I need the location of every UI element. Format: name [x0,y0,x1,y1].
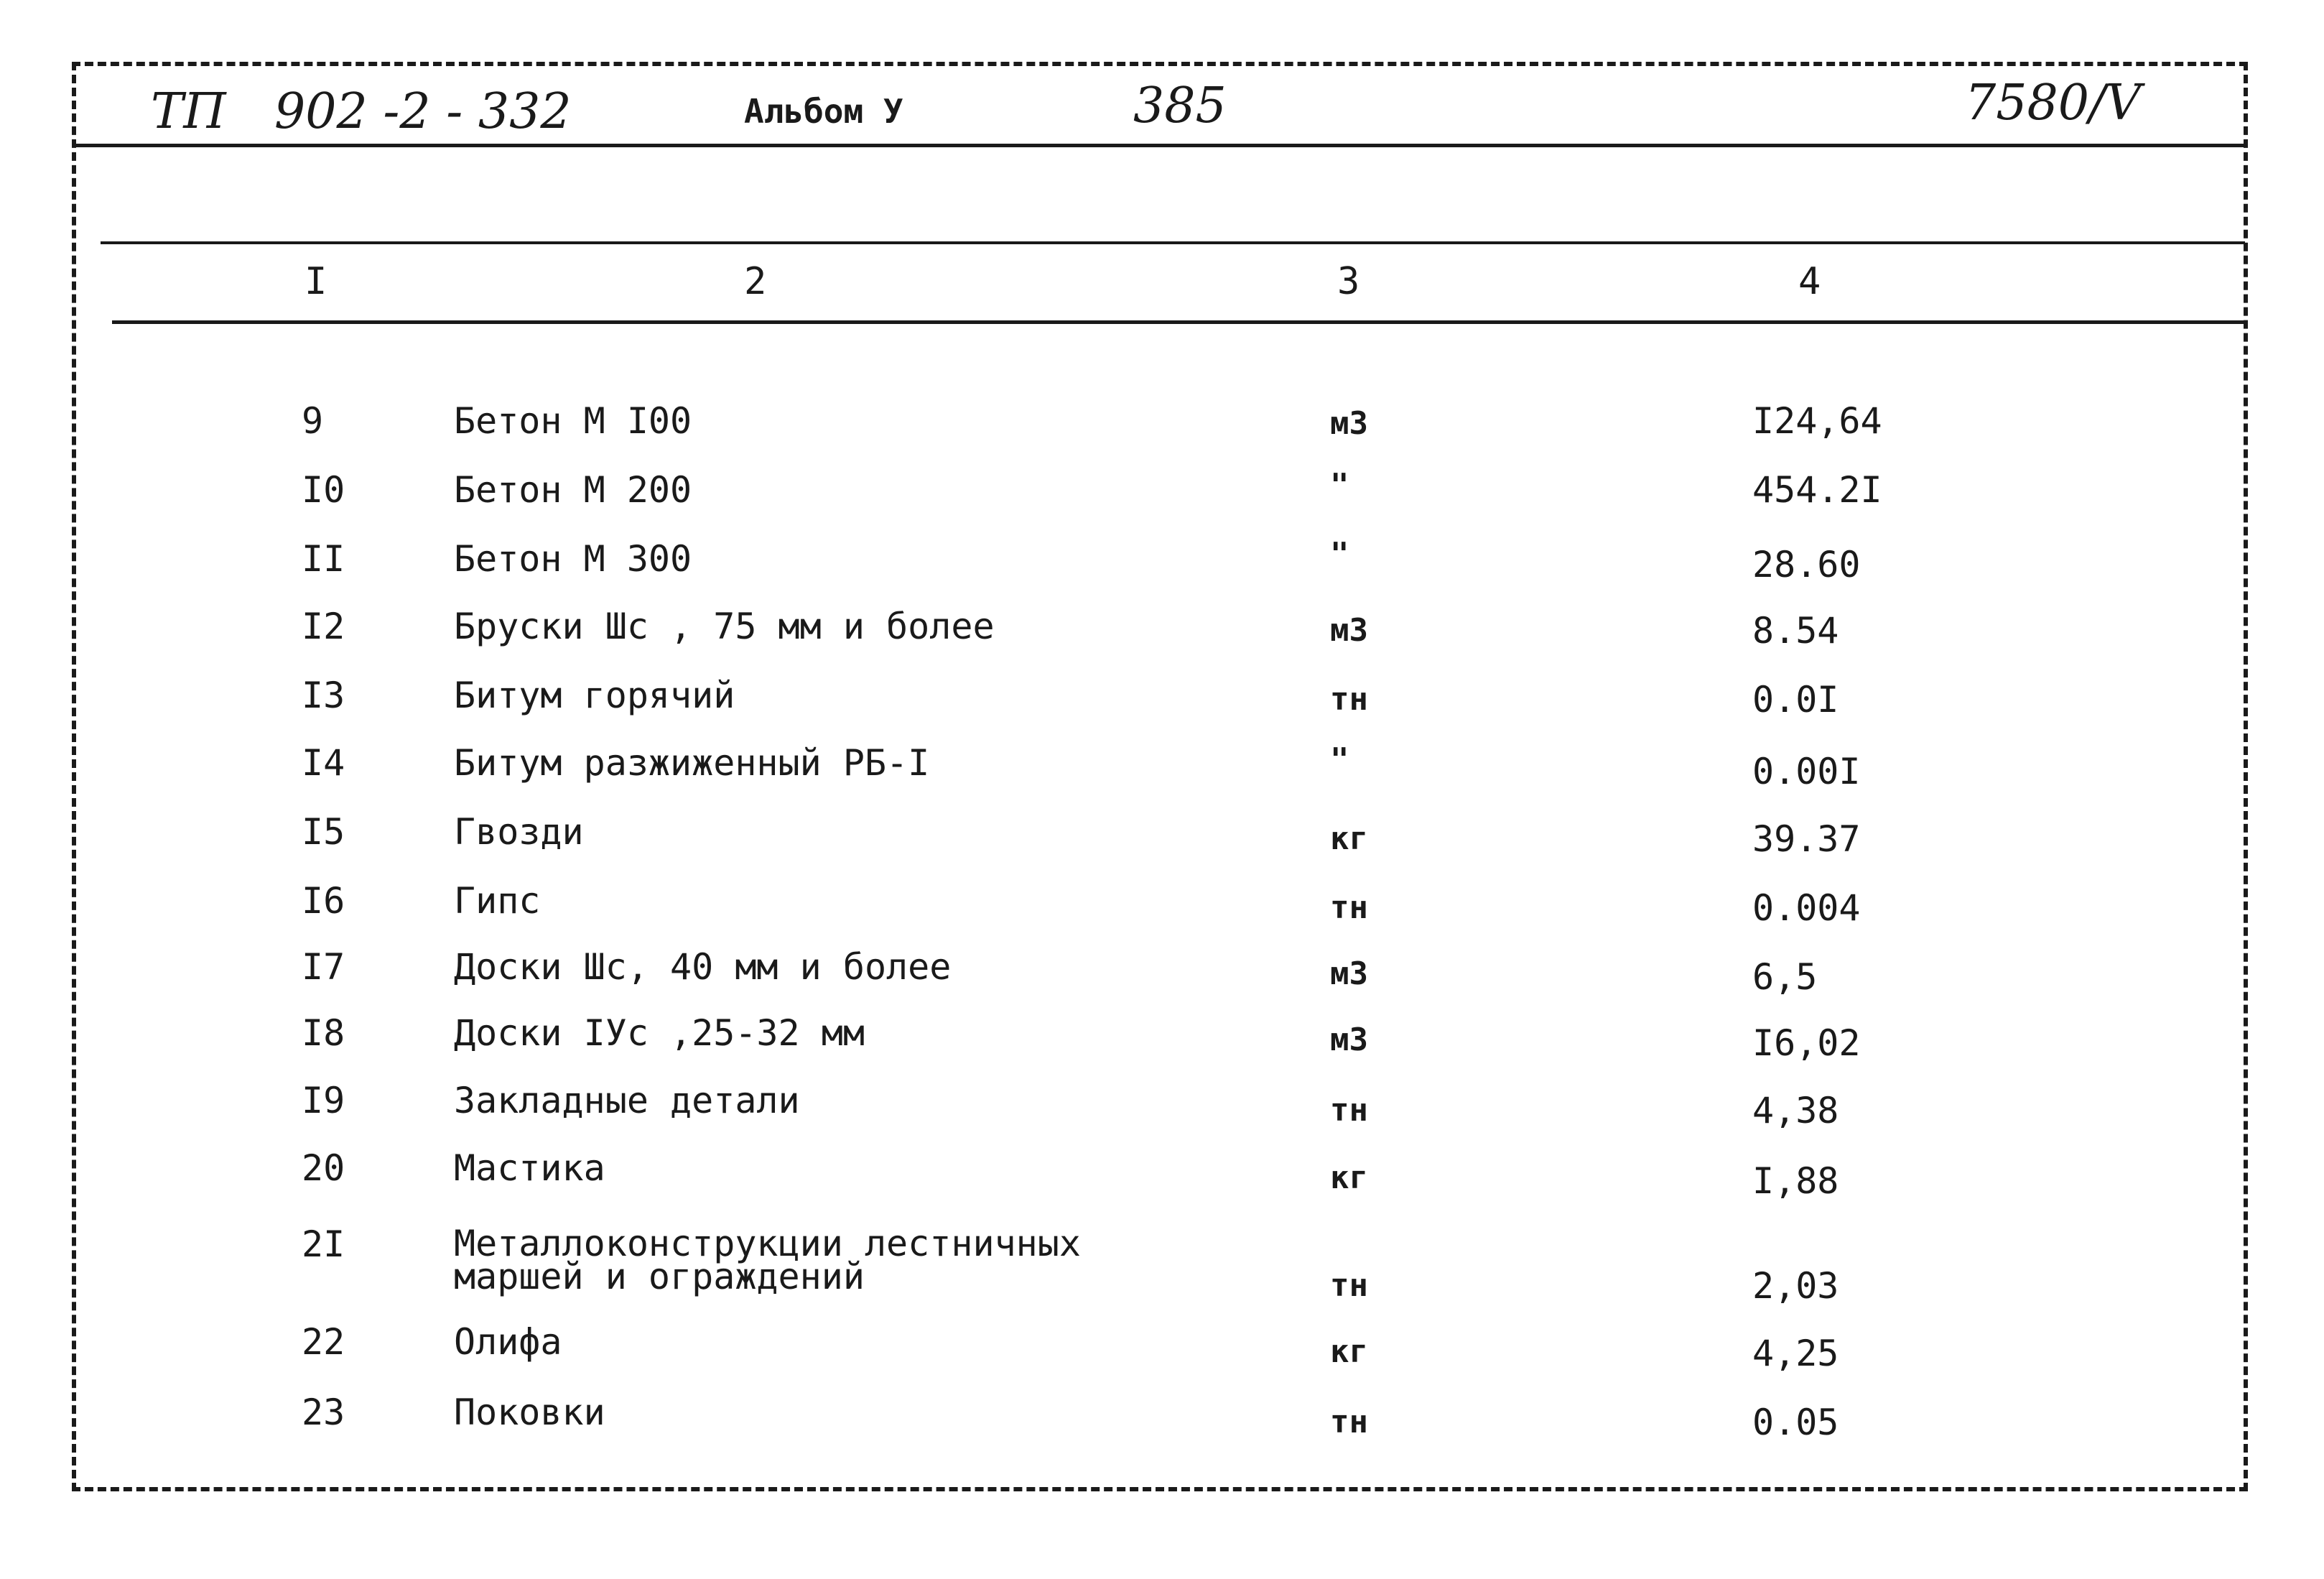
quantity: 0.0I [1752,679,1839,721]
quantity: 0.004 [1752,887,1861,929]
unit: кг [1330,820,1368,857]
unit: м3 [1330,405,1368,442]
row-number: I3 [302,675,345,716]
unit: кг [1330,1333,1368,1370]
row-number: 2I [302,1223,345,1265]
row-number: 20 [302,1147,345,1189]
quantity: 28.60 [1752,544,1861,585]
unit: тн [1330,889,1368,926]
material-name: Металлоконструкции лестничных маршей и ограждений [454,1223,1081,1297]
album-label: Альбом У [744,92,903,131]
quantity: 2,03 [1752,1265,1839,1307]
material-name: Доски IУс ,25-32 мм [454,1012,865,1054]
row-number: I5 [302,811,345,853]
quantity: 0.00I [1752,751,1861,792]
quantity: 454.2I [1752,469,1882,511]
material-name: Гвозди [454,811,584,853]
row-number: I9 [302,1080,345,1121]
table-header-rule [112,320,2246,324]
quantity: I24,64 [1752,400,1882,442]
quantity: 4,38 [1752,1090,1839,1131]
page-number: 385 [1133,78,1227,134]
material-name: Гипс [454,880,541,922]
table-top-rule [101,241,2245,244]
material-name: Доски Шс, 40 мм и более [454,946,952,988]
quantity: 4,25 [1752,1333,1839,1374]
title-block-rule [76,144,2244,147]
quantity: I,88 [1752,1160,1839,1202]
unit: кг [1330,1159,1368,1196]
row-number: I4 [302,742,345,784]
column-number-1: I [305,260,327,303]
quantity: 39.37 [1752,818,1861,860]
material-name: Битум разжиженный РБ-I [454,742,930,784]
unit: " [1330,536,1349,573]
column-number-2: 2 [744,260,767,303]
material-name: Бетон М I00 [454,400,692,442]
unit: м3 [1330,612,1368,649]
unit: тн [1330,1092,1368,1129]
sheet-number: 7580/V [1965,75,2142,131]
material-name: Бруски Шс , 75 мм и более [454,606,995,647]
page-frame [72,62,2248,1491]
unit: " [1330,741,1349,778]
row-number: 22 [302,1321,345,1363]
column-number-4: 4 [1798,260,1821,303]
row-number: I7 [302,946,345,988]
material-name: Мастика [454,1147,605,1189]
unit: тн [1330,681,1368,718]
unit: м3 [1330,1022,1368,1058]
title-block [76,66,2244,147]
row-number: II [302,538,345,580]
unit: м3 [1330,955,1368,992]
unit: тн [1330,1404,1368,1440]
quantity: 6,5 [1752,956,1818,998]
row-number: I6 [302,880,345,922]
column-number-3: 3 [1337,260,1360,303]
material-name: Бетон М 200 [454,469,692,511]
material-name: Поковки [454,1392,605,1433]
row-number: I0 [302,469,345,511]
project-code: 902 -2 - 332 [274,83,572,140]
material-name: Закладные детали [454,1080,800,1121]
row-number: I2 [302,606,345,647]
material-name: Бетон М 300 [454,538,692,580]
quantity: I6,02 [1752,1022,1861,1064]
row-number: 23 [302,1392,345,1433]
material-name: Олифа [454,1321,562,1363]
row-number: 9 [302,400,324,442]
row-number: I8 [302,1012,345,1054]
doc-type: ТП [151,83,226,140]
unit: " [1330,467,1349,504]
quantity: 0.05 [1752,1402,1839,1443]
quantity: 8.54 [1752,610,1839,652]
material-name: Битум горячий [454,675,735,716]
unit: тн [1330,1267,1368,1304]
